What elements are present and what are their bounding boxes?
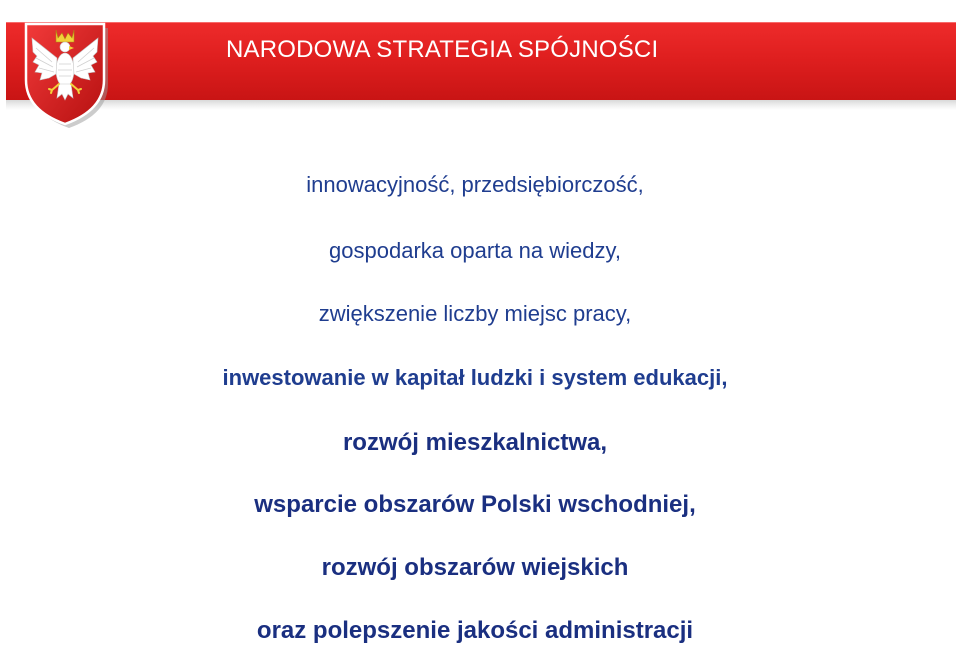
page-title: NARODOWA STRATEGIA SPÓJNOŚCI	[226, 36, 659, 63]
list-item: zwiększenie liczby miejsc pracy,	[318, 301, 632, 326]
list-item: gospodarka oparta na wiedzy,	[329, 238, 621, 263]
list-item: innowacyjność, przedsiębiorczość,	[306, 172, 644, 197]
list-item: oraz polepszenie jakości administracji	[256, 617, 694, 644]
list-item: wsparcie obszarów Polski wschodniej,	[254, 491, 696, 518]
header-shadow	[6, 100, 956, 110]
polish-white-eagle-coat-of-arms-icon	[22, 18, 114, 130]
list-item: rozwój obszarów wiejskich	[321, 554, 629, 581]
list-item: inwestowanie w kapitał ludzki i system edukacji,	[222, 365, 728, 390]
list-item: rozwój mieszkalnictwa,	[342, 429, 608, 456]
